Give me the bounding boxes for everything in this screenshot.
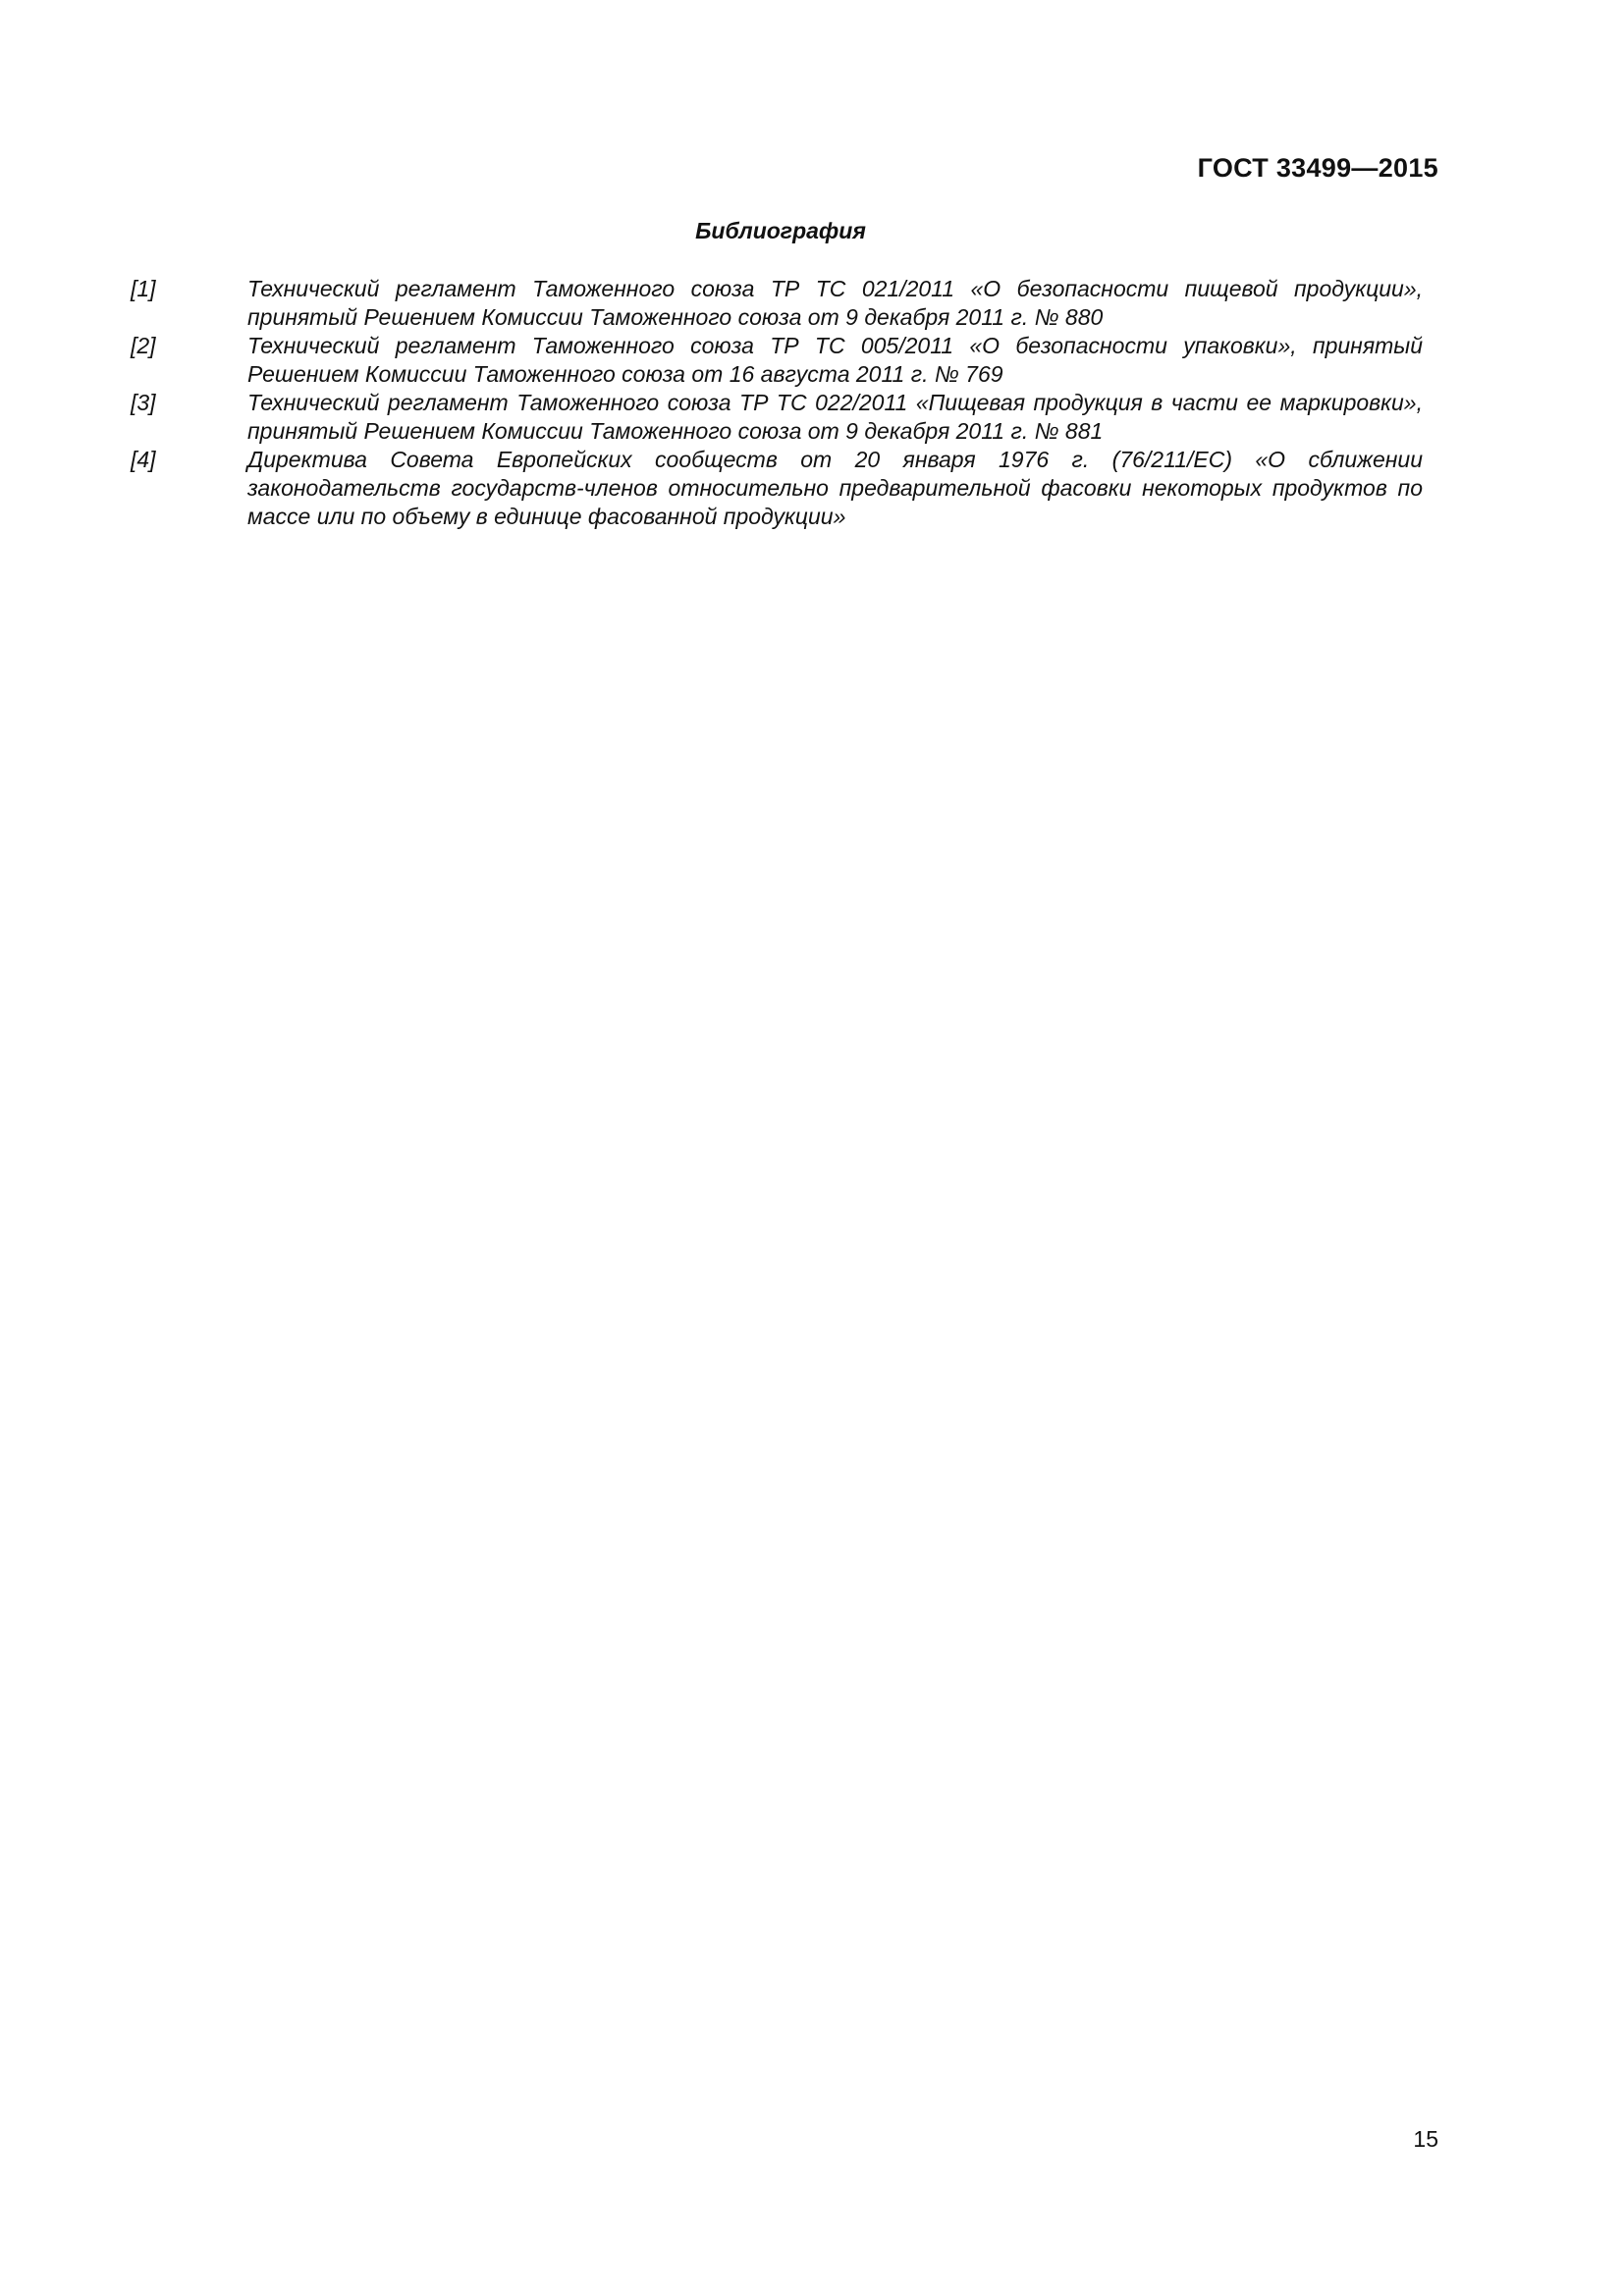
bibliography-item-number: [2]	[131, 333, 156, 358]
bibliography-item	[131, 332, 1427, 389]
bibliography-item	[131, 275, 1427, 332]
document-code: ГОСТ 33499—2015	[1197, 153, 1438, 183]
bibliography-item-number: [3]	[131, 390, 156, 415]
bibliography-item	[131, 446, 1427, 531]
bibliography-item-text: Технический регламент Таможенного союза ТР ТС 022/2011 «Пищевая продукция в части ее маркировки», принятый Решением Комиссии Таможенного союза от 9 декабря 2011 г. № 881	[247, 390, 1423, 444]
bibliography-item-number: [1]	[131, 276, 156, 301]
bibliography-item-text: Технический регламент Таможенного союза ТР ТС 021/2011 «О безопасности пищевой продукции», принятый Решением Комиссии Таможенного союза от 9 декабря 2011 г. № 880	[247, 276, 1423, 330]
page-number: 15	[1413, 2126, 1438, 2152]
bibliography-item-text: Технический регламент Таможенного союза ТР ТС 005/2011 «О безопасности упаковки», принятый Решением Комиссии Таможенного союза от 16 августа 2011 г. № 769	[247, 333, 1423, 387]
bibliography-item-text: Директива Совета Европейских сообществ от 20 января 1976 г. (76/211/ЕС) «О сближении законодательств государств-членов относительно предварительной фасовки некоторых продуктов по массе или по объему в единице фасованной продукции»	[247, 447, 1423, 529]
bibliography-list	[131, 275, 1427, 531]
bibliography-item	[131, 389, 1427, 446]
section-title: Библиография	[695, 218, 866, 243]
bibliography-item-number: [4]	[131, 447, 156, 472]
